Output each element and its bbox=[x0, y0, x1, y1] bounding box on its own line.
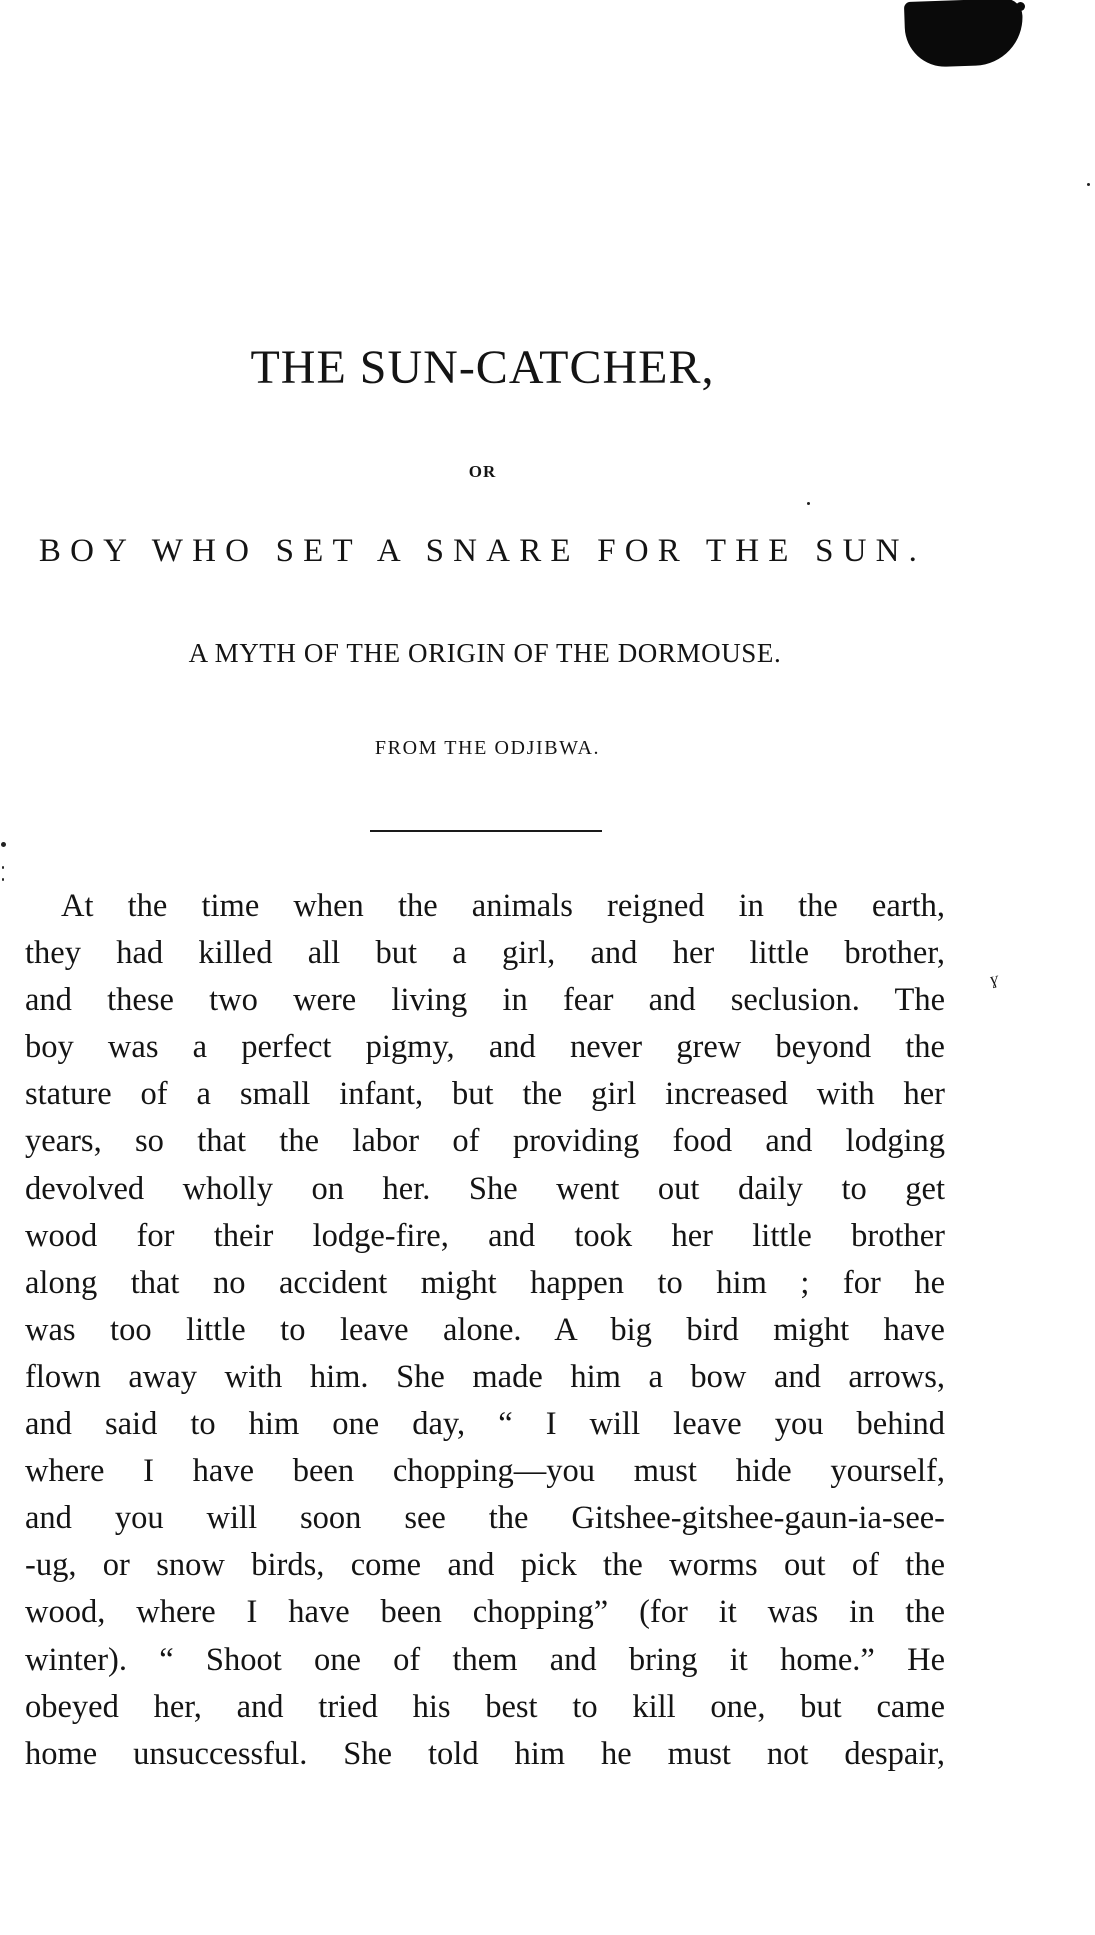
title-conjunction: OR bbox=[468, 462, 497, 481]
story-paragraph bbox=[25, 883, 945, 1778]
text-line: home unsuccessful. She told him he must not despair, bbox=[25, 1735, 945, 1772]
text-line: along that no accident might happen to him ; for he bbox=[25, 1264, 945, 1301]
text-line: wood, where I have been chopping” (for it was in the bbox=[25, 1594, 945, 1631]
text-line: where I have been chopping—you must hide yourself, bbox=[25, 1453, 945, 1490]
text-line: was too little to leave alone. A big bird might have bbox=[25, 1311, 945, 1348]
margin-pencil-mark: ˠ bbox=[986, 967, 1002, 1000]
text-line: and these two were living in fear and seclusion. The bbox=[25, 982, 945, 1019]
text-line: stature of a small infant, but the girl increased with her bbox=[25, 1076, 945, 1113]
text-line: and you will soon see the Gitshee-gitshee-gaun-ia-see- bbox=[25, 1500, 945, 1537]
scan-speck bbox=[1087, 183, 1090, 186]
text-line: At the time when the animals reigned in the earth, bbox=[61, 888, 945, 924]
scan-speck bbox=[807, 502, 810, 505]
text-line: wood for their lodge-fire, and took her little brother bbox=[25, 1217, 945, 1254]
text-line: years, so that the labor of providing food and lodging bbox=[25, 1123, 945, 1160]
text-line: winter). “ Shoot one of them and bring it home.” He bbox=[25, 1641, 945, 1678]
source-attribution: FROM THE ODJIBWA. bbox=[374, 737, 601, 759]
text-line: boy was a perfect pigmy, and never grew beyond the bbox=[25, 1029, 945, 1066]
scan-speck bbox=[2, 866, 4, 869]
text-line: -ug, or snow birds, come and pick the worms out of the bbox=[25, 1547, 945, 1584]
ink-blot bbox=[904, 0, 1024, 68]
scan-speck bbox=[2, 878, 4, 881]
chapter-subtitle: BOY WHO SET A SNARE FOR THE SUN. bbox=[38, 533, 927, 569]
text-line: flown away with him. She made him a bow and arrows, bbox=[25, 1358, 945, 1395]
section-divider bbox=[370, 830, 602, 832]
ink-blot-tip bbox=[1016, 2, 1025, 11]
text-line: they had killed all but a girl, and her little brother, bbox=[25, 935, 945, 972]
scan-speck bbox=[1, 842, 6, 847]
myth-description: A MYTH OF THE ORIGIN OF THE DORMOUSE. bbox=[188, 638, 782, 668]
chapter-title: THE SUN-CATCHER, bbox=[250, 341, 715, 394]
text-line: obeyed her, and tried his best to kill one, but came bbox=[25, 1688, 945, 1725]
text-line: devolved wholly on her. She went out daily to get bbox=[25, 1170, 945, 1207]
text-line: and said to him one day, “ I will leave you behind bbox=[25, 1406, 945, 1443]
